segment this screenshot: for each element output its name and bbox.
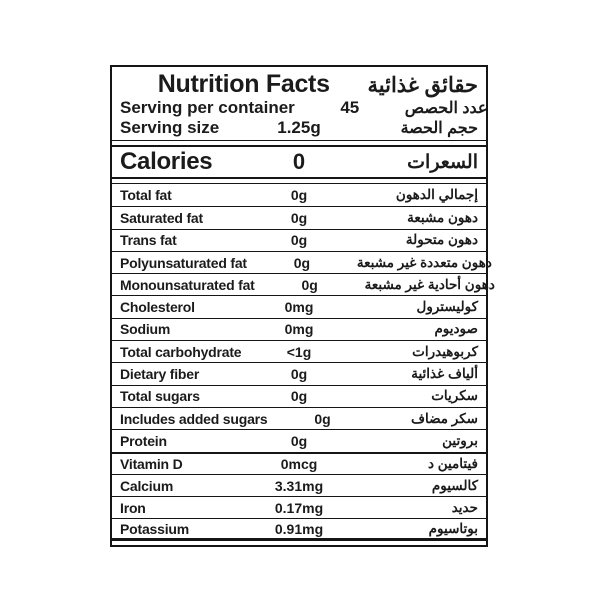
nutrient-label-en: Dietary fiber	[120, 366, 200, 383]
nutrient-row	[112, 318, 486, 340]
serving-count-value: 45	[340, 98, 360, 117]
nutrient-label-en: Polyunsaturated fat	[120, 254, 247, 271]
nutrient-row	[112, 518, 486, 540]
nutrition-facts-label	[110, 65, 495, 547]
nutrient-value: 0mcg	[280, 455, 318, 472]
calories-value: 0	[292, 149, 306, 174]
nutrient-label-en: Vitamin D	[120, 455, 183, 472]
nutrient-value: 0.17mg	[274, 499, 324, 516]
calories-label-en: Calories	[120, 148, 213, 175]
section-divider-below-calories	[112, 177, 486, 184]
serving-count-row	[120, 98, 488, 118]
nutrient-value: 0mg	[284, 321, 314, 338]
nutrient-label-ar: كوليسترول	[416, 299, 478, 315]
nutrient-row	[112, 496, 486, 518]
nutrient-label-ar: فيتامين د	[427, 455, 478, 471]
nutrient-label-ar: إجمالي الدهون	[395, 187, 478, 203]
nutrient-row	[112, 407, 486, 429]
nutrient-row	[112, 206, 486, 228]
serving-count-label-en: Serving per container	[120, 98, 295, 117]
calories-label-ar: السعرات	[407, 151, 478, 173]
title-english: Nutrition Facts	[157, 70, 330, 98]
nutrient-row	[112, 295, 486, 317]
nutrient-label-en: Calcium	[120, 477, 174, 494]
nutrient-value: 0g	[314, 410, 331, 427]
title-arabic: حقائق غذائية	[367, 74, 478, 97]
nutrient-label-en: Total sugars	[120, 388, 200, 405]
nutrient-value: 0g	[293, 254, 311, 271]
nutrient-label-en: Monounsaturated fat	[120, 276, 255, 293]
nutrient-row	[112, 229, 486, 251]
nutrient-value: 3.31mg	[274, 477, 324, 494]
serving-size-value: 1.25g	[277, 118, 321, 137]
nutrient-label-ar: ألياف غذائية	[411, 366, 478, 382]
nutrient-value: 0g	[290, 388, 308, 405]
nutrient-row	[112, 251, 492, 273]
nutrient-value: <1g	[286, 343, 312, 360]
nutrient-label-en: Sodium	[120, 321, 171, 338]
nutrient-row	[112, 452, 486, 474]
nutrient-label-ar: صوديوم	[434, 321, 478, 337]
nutrient-row	[112, 385, 486, 407]
nutrient-value: 0.91mg	[274, 520, 324, 537]
nutrient-label-ar: دهون أحادية غير مشبعة	[364, 276, 495, 292]
nutrient-value: 0g	[290, 432, 308, 449]
nutrient-label-en: Iron	[120, 499, 146, 516]
nutrient-row	[112, 273, 495, 295]
nutrient-label-ar: كربوهيدرات	[412, 343, 478, 359]
nutrient-label-en: Protein	[120, 432, 167, 449]
nutrient-value: 0g	[290, 232, 308, 249]
nutrient-label-ar: كالسيوم	[431, 477, 478, 493]
nutrient-row	[112, 362, 486, 384]
nutrient-label-ar: حديد	[451, 499, 478, 515]
nutrient-row	[112, 474, 486, 496]
calories-row	[112, 147, 486, 177]
nutrient-rows	[112, 184, 495, 541]
nutrient-label-ar: بوتاسيوم	[428, 520, 478, 536]
nutrient-label-ar: دهون متعددة غير مشبعة	[356, 254, 492, 270]
nutrient-row	[112, 429, 486, 451]
serving-size-label-ar: حجم الحصة	[400, 120, 478, 137]
serving-size-row	[120, 118, 478, 138]
nutrient-value: 0g	[290, 187, 308, 204]
serving-size-label-en: Serving size	[120, 118, 220, 137]
nutrient-label-ar: دهون مشبعة	[407, 209, 478, 225]
nutrient-label-en: Total carbohydrate	[120, 343, 242, 360]
label-header	[112, 67, 486, 138]
nutrient-label-ar: سكريات	[431, 388, 478, 404]
nutrient-label-en: Total fat	[120, 187, 172, 204]
nutrient-label-en: Potassium	[120, 520, 189, 537]
nutrient-value: 0mg	[284, 299, 314, 316]
nutrient-label-en: Cholesterol	[120, 299, 195, 316]
nutrient-value: 0g	[301, 276, 318, 293]
title-row	[120, 70, 478, 98]
nutrient-row	[112, 340, 486, 362]
nutrient-row	[112, 184, 486, 206]
section-divider-above-calories	[112, 140, 486, 147]
nutrient-label-ar: بروتين	[442, 432, 478, 448]
nutrient-label-ar: سكر مضاف	[410, 410, 478, 426]
serving-count-label-ar: عدد الحصص	[404, 100, 488, 117]
nutrient-label-en: Includes added sugars	[120, 410, 268, 427]
nutrient-label-en: Saturated fat	[120, 209, 203, 226]
nutrient-value: 0g	[290, 366, 308, 383]
nutrient-label-ar: دهون متحولة	[405, 232, 478, 248]
nutrient-value: 0g	[290, 209, 308, 226]
nutrient-label-en: Trans fat	[120, 232, 177, 249]
